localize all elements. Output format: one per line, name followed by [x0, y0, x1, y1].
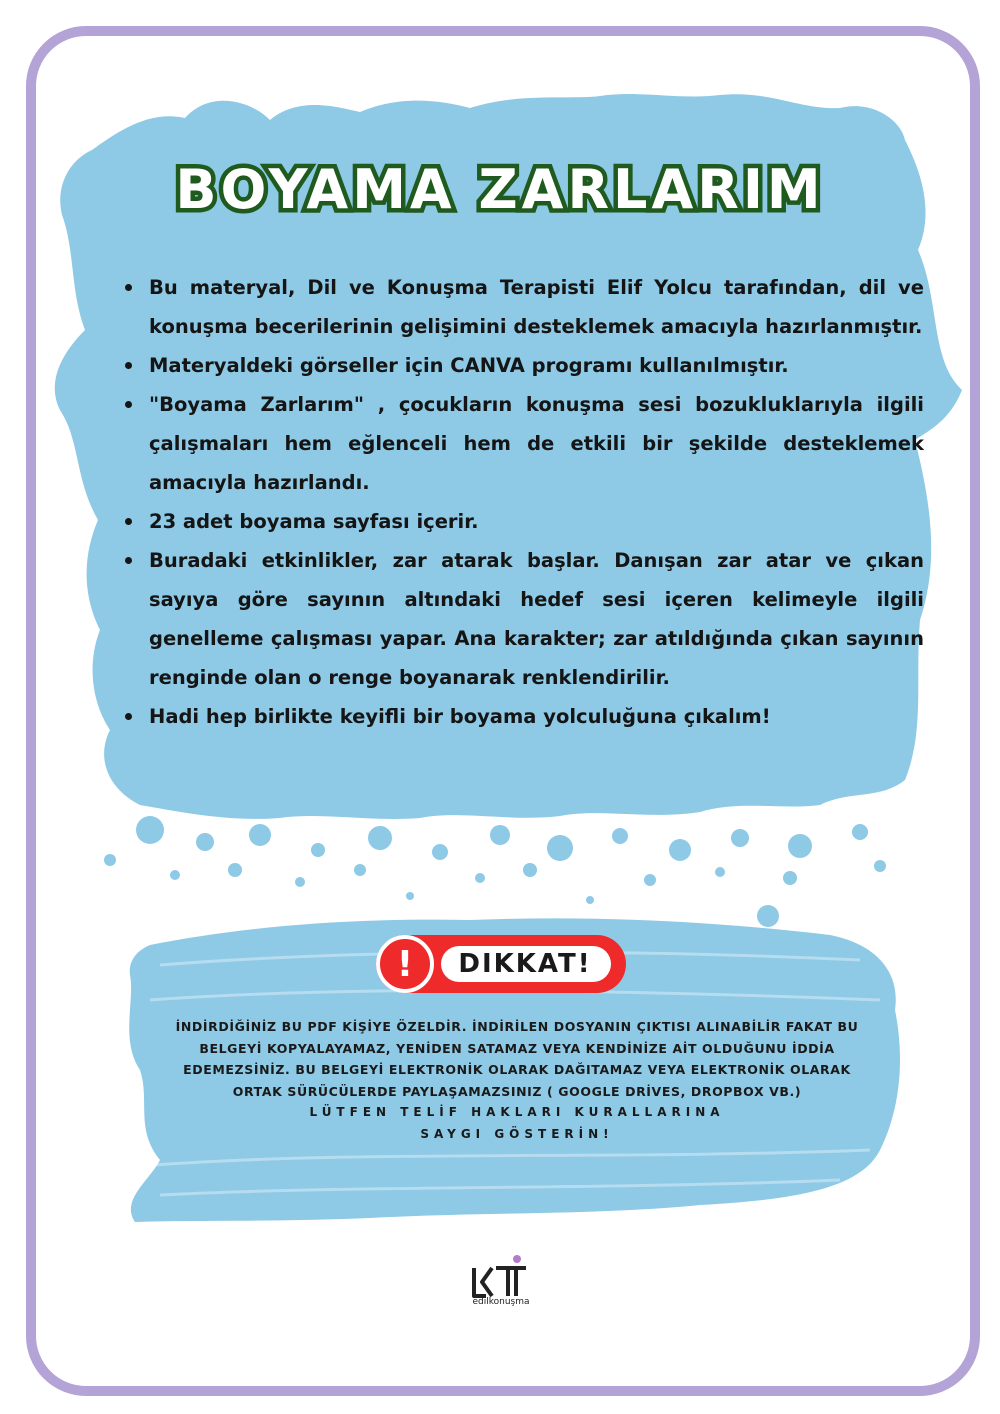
- bullet-item: "Boyama Zarlarım" , çocukların konuşma sesi bozukluklarıyla ilgili çalışmaları hem eğlenceli hem de etkili bir şekilde desteklemek amacıyla hazırlandı.: [149, 385, 924, 502]
- brand-logo-text: edilkonuşma: [472, 1297, 530, 1307]
- respect-line-1: LÜTFEN TELİF HAKLARI KURALLARINA: [309, 1105, 725, 1119]
- exclamation-icon: !: [376, 935, 434, 993]
- bullet-item: Materyaldeki görseller için CANVA programı kullanılmıştır.: [149, 346, 924, 385]
- respect-line-2: SAYGI GÖSTERİN!: [420, 1126, 614, 1141]
- bullet-item: Hadi hep birlikte keyifli bir boyama yolculuğuna çıkalım!: [149, 697, 924, 736]
- bullet-item: 23 adet boyama sayfası içerir.: [149, 502, 924, 541]
- notice-text: İNDİRDİĞİNİZ BU PDF KİŞİYE ÖZELDİR. İNDİRİLEN DOSYANIN ÇIKTISI ALINABİLİR FAKAT BU BELGEYİ KOPYALAYAMAZ, YENİDEN SATAMAZ VEYA KENDİNİZE AİT OLDUĞUNU İDDİA EDEMEZSİNİZ. BU BELGEYİ ELEKTRONİK OLARAK DAĞITAMAZ VEYA ELEKTRONİK OLARAK ORTAK SÜRÜCÜLERDE PAYLAŞAMAZSINIZ ( GOOGLE DRİVES, DROPBOX VB.): [175, 1019, 859, 1099]
- page-title: BOYAMA ZARLARIM: [175, 158, 825, 221]
- bullet-item: Bu materyal, Dil ve Konuşma Terapisti Elif Yolcu tarafından, dil ve konuşma becerilerinin gelişimini desteklemek amacıyla hazırlanmıştır.: [149, 268, 924, 346]
- info-bullet-list: [118, 268, 924, 736]
- bullet-item: Buradaki etkinlikler, zar atarak başlar. Danışan zar atar ve çıkan sayıya göre sayının altındaki hedef sesi içeren kelimeyle ilgili genelleme çalışması yapar. Ana karakter; zar atıldığında çıkan sayının renginde olan o renge boyanarak renklendirilir.: [149, 541, 924, 697]
- copyright-notice: [172, 1016, 862, 1145]
- warning-label: DIKKAT!: [458, 949, 592, 979]
- paint-drops: [104, 816, 886, 927]
